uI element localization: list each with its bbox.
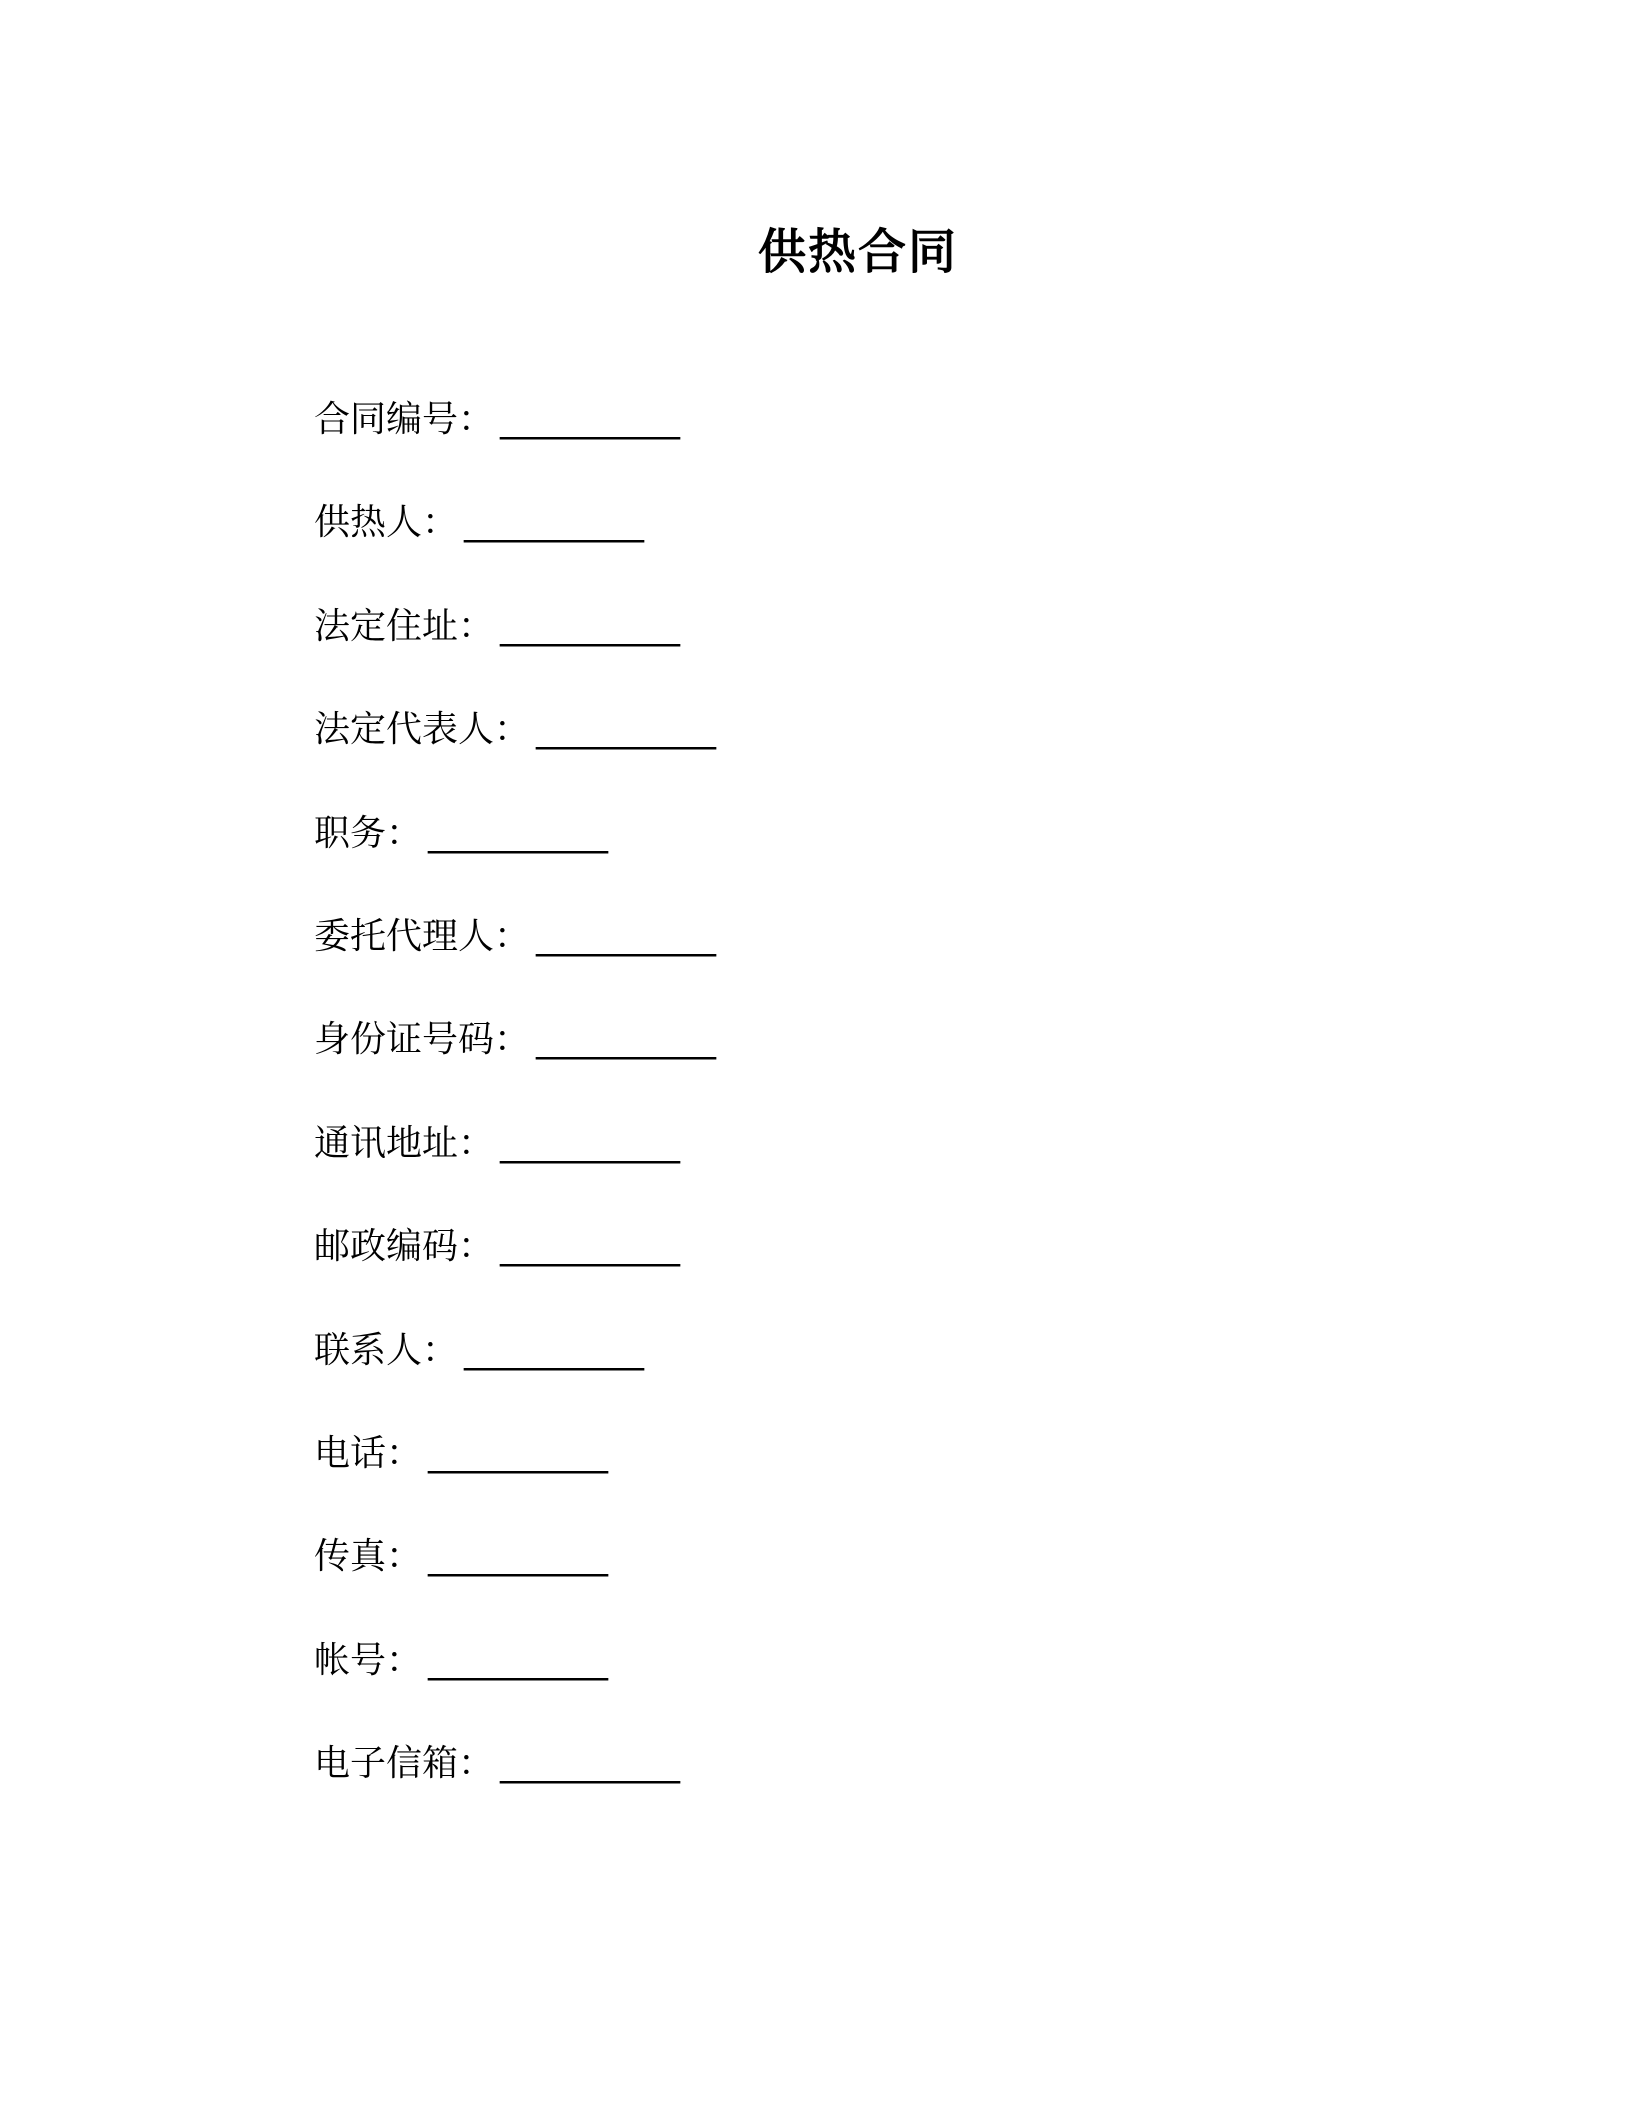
field-label: 供热人：: [314, 502, 459, 544]
field-label: 传真：: [314, 1536, 423, 1578]
field-blank: __________: [536, 709, 717, 751]
field-label: 联系人：: [314, 1329, 459, 1371]
field-heat-supplier: [314, 498, 1414, 601]
field-blank: __________: [500, 1122, 681, 1164]
field-blank: __________: [500, 605, 681, 647]
field-email: [314, 1739, 1414, 1842]
field-blank: __________: [428, 812, 609, 854]
field-phone: [314, 1429, 1414, 1532]
field-fax: [314, 1532, 1414, 1635]
field-blank: __________: [536, 1019, 717, 1061]
field-position: [314, 809, 1414, 912]
field-mailing-address: [314, 1119, 1414, 1222]
field-label: 身份证号码：: [314, 1019, 531, 1061]
field-legal-representative: [314, 705, 1414, 808]
field-id-number: [314, 1015, 1414, 1118]
field-account-number: [314, 1636, 1414, 1739]
field-contract-number: [314, 395, 1414, 498]
field-label: 职务：: [314, 812, 423, 854]
field-label: 帐号：: [314, 1639, 423, 1681]
field-legal-address: [314, 602, 1414, 705]
field-blank: __________: [428, 1432, 609, 1474]
field-label: 法定住址：: [314, 605, 495, 647]
field-blank: __________: [536, 915, 717, 957]
field-postal-code: [314, 1222, 1414, 1325]
field-label: 邮政编码：: [314, 1226, 495, 1268]
document-title: 供热合同: [757, 224, 958, 280]
field-blank: __________: [500, 1743, 681, 1785]
field-blank: __________: [500, 1226, 681, 1268]
field-contact-person: [314, 1326, 1414, 1429]
field-label: 电子信箱：: [314, 1743, 495, 1785]
field-blank: __________: [428, 1639, 609, 1681]
field-label: 法定代表人：: [314, 709, 531, 751]
field-blank: __________: [500, 399, 681, 440]
field-blank: __________: [464, 502, 645, 544]
field-label: 电话：: [314, 1432, 423, 1474]
field-label: 委托代理人：: [314, 915, 531, 957]
party-info-fields: [314, 395, 1414, 1842]
field-blank: __________: [464, 1329, 645, 1371]
field-label: 通讯地址：: [314, 1122, 495, 1164]
field-blank: __________: [428, 1536, 609, 1578]
field-label: 合同编号：: [314, 399, 495, 440]
field-authorized-agent: [314, 912, 1414, 1015]
